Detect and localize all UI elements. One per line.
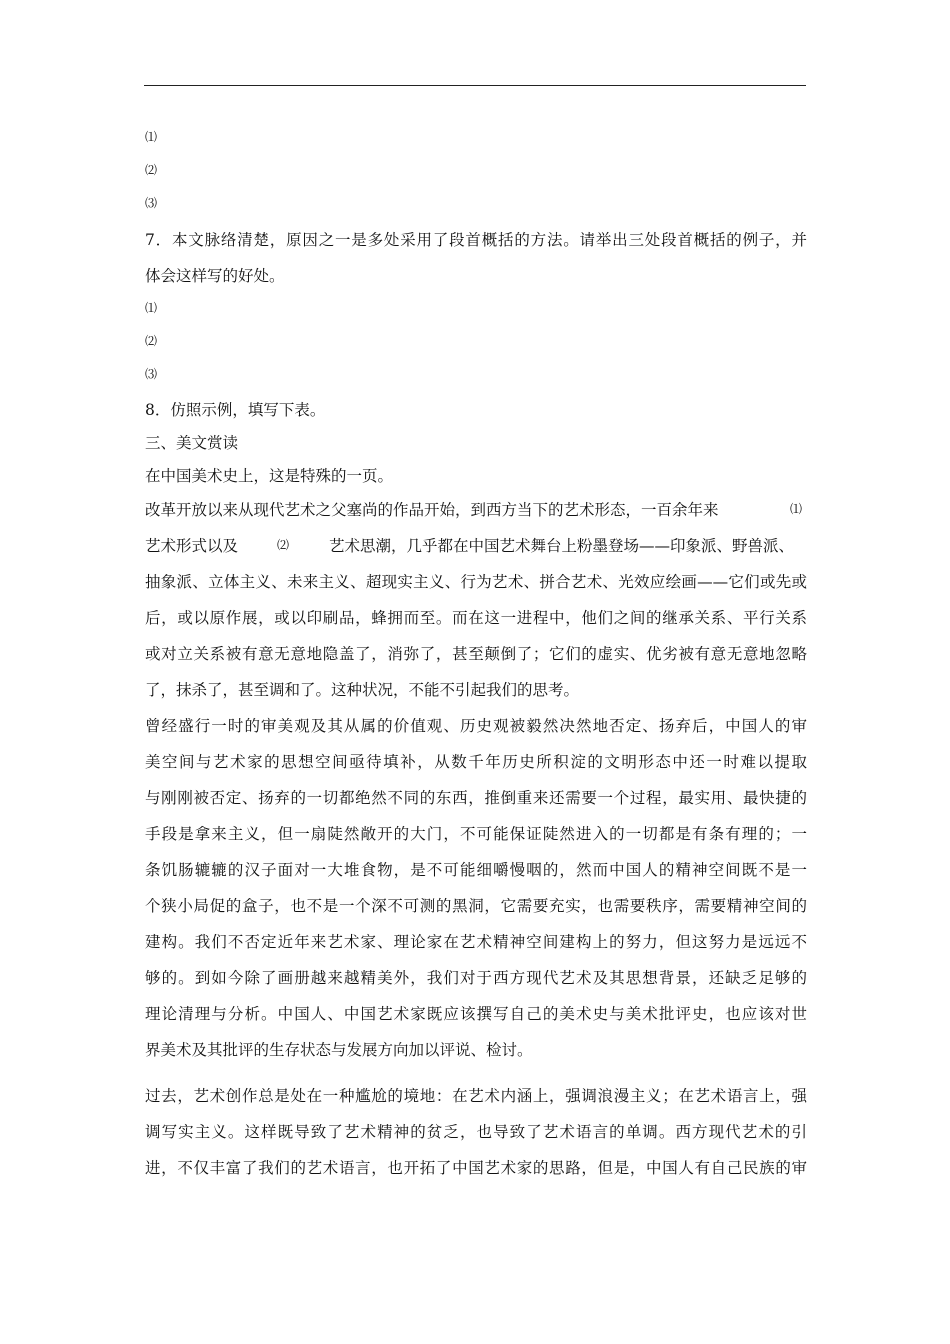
q7-line-1: 7．本文脉络清楚，原因之一是多处采用了段首概括的方法。请举出三处段首概括的例子，并: [145, 231, 807, 249]
q7-blank-1: ⑴: [145, 301, 158, 315]
q8-text: 8．仿照示例，填写下表。: [145, 401, 326, 419]
header-rule: [144, 85, 806, 86]
p3-line-3: 进，不仅丰富了我们的艺术语言，也开拓了中国艺术家的思路，但是，中国人有自己民族的审: [145, 1159, 807, 1177]
p1-line-4: 后，或以原作展，或以印刷品，蜂拥而至。而在这一进程中，他们之间的继承关系、平行关系: [145, 609, 807, 627]
p1-blank-1: ⑴: [790, 502, 803, 516]
p2-line-3: 与刚刚被否定、扬弃的一切都绝然不同的东西，推倒重来还需要一个过程，最实用、最快捷的: [145, 789, 807, 807]
p2-line-6: 个狭小局促的盒子，也不是一个深不可测的黑洞，它需要充实，也需要秩序，需要精神空间的: [145, 897, 807, 915]
p2-line-9: 理论清理与分析。中国人、中国艺术家既应该撰写自己的美术史与美术批评史，也应该对世: [145, 1005, 807, 1023]
p1-line-1: 改革开放以来从现代艺术之父塞尚的作品开始，到西方当下的艺术形态，一百余年来: [145, 501, 719, 519]
q7-line-2: 体会这样写的好处。: [145, 267, 285, 285]
p2-line-7: 建构。我们不否定近年来艺术家、理论家在艺术精神空间建构上的努力，但这努力是远远不: [145, 933, 807, 951]
p3-line-1: 过去，艺术创作总是处在一种尴尬的境地：在艺术内涵上，强调浪漫主义；在艺术语言上，强: [145, 1087, 807, 1105]
p2-line-1: 曾经盛行一时的审美观及其从属的价值观、历史观被毅然决然地否定、扬弃后，中国人的审: [145, 717, 807, 735]
p2-line-5: 条饥肠辘辘的汉子面对一大堆食物，是不可能细嚼慢咽的，然而中国人的精神空间既不是一: [145, 861, 807, 879]
q6-blank-3: ⑶: [145, 196, 158, 210]
paragraph-intro: 在中国美术史上，这是特殊的一页。: [145, 467, 394, 485]
p2-line-2: 美空间与艺术家的思想空间亟待填补，从数千年历史所积淀的文明形态中还一时难以提取: [145, 753, 807, 771]
p1-line-2b: 艺术思潮，几乎都在中国艺术舞台上粉墨登场——印象派、野兽派、: [329, 537, 795, 555]
q7-blank-3: ⑶: [145, 367, 158, 381]
p3-line-2: 调写实主义。这样既导致了艺术精神的贫乏，也导致了艺术语言的单调。西方现代艺术的引: [145, 1123, 807, 1141]
p2-line-10: 界美术及其批评的生存状态与发展方向加以评说、检讨。: [145, 1041, 533, 1059]
p1-line-3: 抽象派、立体主义、未来主义、超现实主义、行为艺术、拼合艺术、光效应绘画——它们或先或: [145, 573, 807, 591]
p1-line-2a: 艺术形式以及: [145, 537, 239, 555]
section-title: 三、美文赏读: [145, 434, 239, 452]
p2-line-4: 手段是拿来主义，但一扇陡然敞开的大门，不可能保证陡然进入的一切都是有条有理的；一: [145, 825, 807, 843]
p1-blank-2: ⑵: [277, 538, 290, 552]
q6-blank-1: ⑴: [145, 130, 158, 144]
p1-line-5: 或对立关系被有意无意地隐盖了，消弥了，甚至颠倒了；它们的虚实、优劣被有意无意地忽略: [145, 645, 807, 663]
p1-line-6: 了，抹杀了，甚至调和了。这种状况，不能不引起我们的思考。: [145, 681, 580, 699]
p2-line-8: 够的。到如今除了画册越来越精美外，我们对于西方现代艺术及其思想背景，还缺乏足够的: [145, 969, 807, 987]
q7-blank-2: ⑵: [145, 334, 158, 348]
q6-blank-2: ⑵: [145, 163, 158, 177]
